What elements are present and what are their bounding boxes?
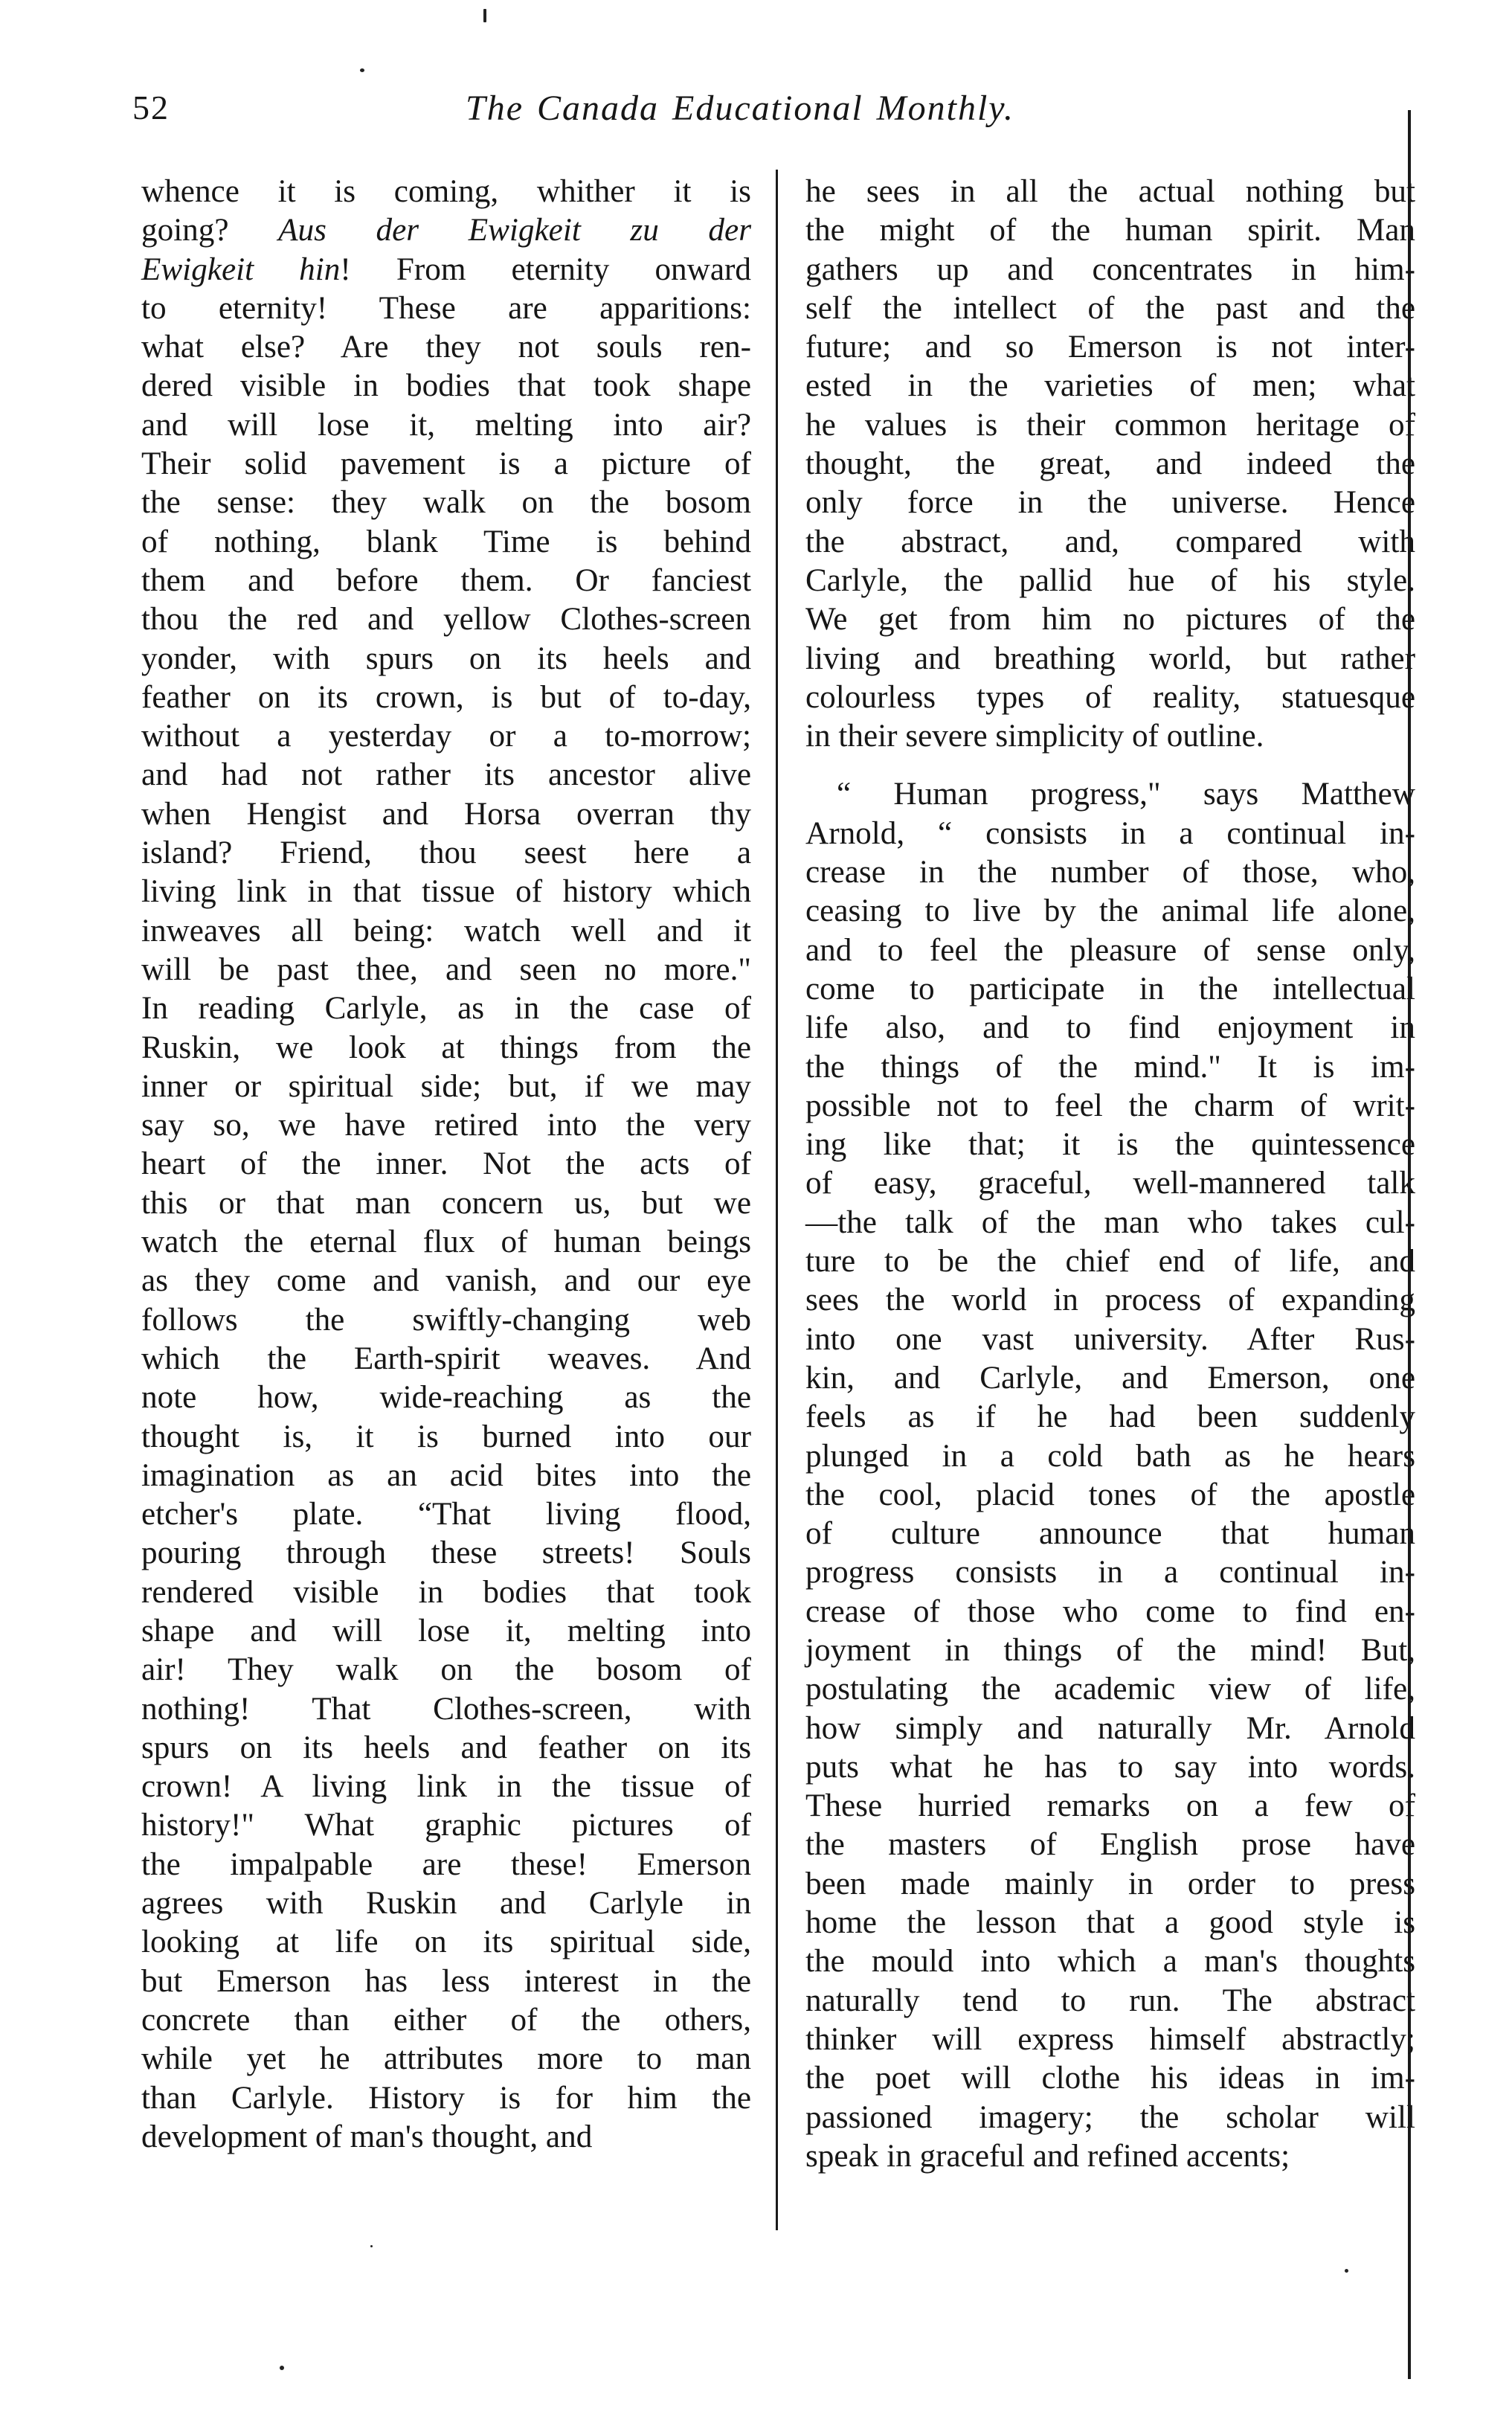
text-line: Carlyle, the pallid hue of his style. [805, 562, 1415, 598]
text-line: future; and so Emerson is not inter- [805, 330, 1415, 365]
text-line: but Emerson has less interest in the [141, 1963, 751, 1999]
text-line: joyment in things of the mind! But, [805, 1632, 1415, 1668]
text-line: than Carlyle. History is for him the [141, 2080, 751, 2116]
text-line: into one vast university. After Rus- [805, 1321, 1415, 1357]
text-line: shape and will lose it, melting into [141, 1613, 751, 1649]
text-line: he values is their common heritage of [805, 407, 1415, 443]
text-line: air! They walk on the bosom of [141, 1652, 751, 1688]
text-line: them and before them. Or fanciest [141, 562, 751, 598]
text-line: passioned imagery; the scholar will [805, 2099, 1415, 2135]
text-line: without a yesterday or a to-morrow; [141, 719, 751, 754]
text-line: come to participate in the intellectual [805, 971, 1415, 1007]
left-column [141, 173, 751, 2157]
text-line: speak in graceful and refined accents; [805, 2138, 1290, 2174]
text-line: gathers up and concentrates in him- [805, 251, 1415, 287]
text-line: as they come and vanish, and our eye [141, 1263, 751, 1299]
text-line: heart of the inner. Not the acts of [141, 1146, 751, 1182]
text-line: Their solid pavement is a picture of [141, 446, 751, 482]
text-line: —the talk of the man who takes cul- [805, 1204, 1415, 1240]
text-line: of culture announce that human [805, 1516, 1415, 1552]
text-line: We get from him no pictures of the [805, 602, 1415, 638]
text-line: pouring through these streets! Souls [141, 1535, 751, 1571]
text-line: ture to be the chief end of life, and [805, 1244, 1415, 1280]
italic-phrase: Aus der Ewigkeit zu der [278, 213, 752, 248]
text-line: of easy, graceful, well-mannered talk [805, 1166, 1415, 1201]
text-line: plunged in a cold bath as he hears [805, 1438, 1415, 1474]
text-line: he sees in all the actual nothing but [805, 174, 1415, 209]
text-line: when Hengist and Horsa overran thy [141, 796, 751, 832]
text-line: history!" What graphic pictures of [141, 1808, 751, 1843]
text-line: possible not to feel the charm of writ- [805, 1088, 1415, 1123]
text-line: postulating the academic view of life, [805, 1672, 1415, 1707]
text-line: crease of those who come to find en- [805, 1593, 1415, 1629]
text-line: island? Friend, thou seest here a [141, 835, 751, 871]
text-line: the things of the mind." It is im- [805, 1049, 1415, 1085]
text-line: thought is, it is burned into our [141, 1419, 751, 1454]
text-line: what else? Are they not souls ren- [141, 330, 751, 365]
text-line: the might of the human spirit. Man [805, 213, 1415, 248]
text-line: sees the world in process of expanding [805, 1283, 1415, 1318]
print-speck [483, 9, 486, 22]
text-line: only force in the universe. Hence [805, 485, 1415, 521]
italic-phrase: Ewigkeit hin [141, 251, 341, 287]
text-line: home the lesson that a good style is [805, 1905, 1415, 1941]
print-speck [370, 2245, 373, 2247]
text-line: the cool, placid tones of the apostle [805, 1477, 1415, 1512]
text-line: imagination as an acid bites into the [141, 1457, 751, 1493]
text-line: the poet will clothe his ideas in im- [805, 2061, 1415, 2096]
text-line: concrete than either of the others, [141, 2002, 751, 2038]
text-line: whence it is coming, whither it is [141, 174, 751, 209]
text-line: puts what he has to say into words. [805, 1749, 1415, 1785]
print-speck [280, 2366, 284, 2370]
print-speck [360, 68, 364, 72]
column-divider [776, 170, 778, 2230]
text-line: say so, we have retired into the very [141, 1108, 751, 1143]
text-line: and had not rather its ancestor alive [141, 757, 751, 793]
text-line: inner or spiritual side; but, if we may [141, 1068, 751, 1104]
text-line: ested in the varieties of men; what [805, 368, 1415, 404]
text-line: thou the red and yellow Clothes-screen [141, 602, 751, 638]
text-line: the sense: they walk on the bosom [141, 485, 751, 521]
text-line: of nothing, blank Time is behind [141, 524, 751, 559]
text-line: colourless types of reality, statuesque [805, 679, 1415, 715]
text-line: nothing! That Clothes-screen, with [141, 1691, 751, 1727]
text-line: feather on its crown, is but of to-day, [141, 679, 751, 715]
running-header [132, 88, 1397, 140]
text-line: In reading Carlyle, as in the case of [141, 991, 751, 1027]
text-line: etcher's plate. “That living flood, [141, 1497, 751, 1532]
text-line: “ Human progress," says Matthew [837, 777, 1415, 812]
text-line: spurs on its heels and feather on its [141, 1730, 751, 1765]
running-title: The Canada Educational Monthly. [466, 89, 1014, 128]
text-line: follows the swiftly-changing web [141, 1302, 751, 1338]
text-line: watch the eternal flux of human beings [141, 1224, 751, 1260]
text-line: Ewigkeit hin! From eternity onward [141, 251, 751, 287]
text-line: how simply and naturally Mr. Arnold [805, 1710, 1415, 1746]
text-line: life also, and to find enjoyment in [805, 1010, 1415, 1046]
text-line: which the Earth-spirit weaves. And [141, 1341, 751, 1376]
text-line: thinker will express himself abstractly; [805, 2021, 1415, 2057]
text-line: the abstract, and, compared with [805, 524, 1415, 559]
text-line: Arnold, “ consists in a continual in- [805, 815, 1415, 851]
text-line: in their severe simplicity of outline. [805, 719, 1264, 754]
text-line: inweaves all being: watch well and it [141, 913, 751, 948]
text-line: crease in the number of those, who, [805, 855, 1415, 890]
text-line: dered visible in bodies that took shape [141, 368, 751, 404]
text-line: crown! A living link in the tissue of [141, 1769, 751, 1805]
text-line: feels as if he had been suddenly [805, 1399, 1415, 1435]
text-line: living and breathing world, but rather [805, 641, 1415, 676]
text-line: yonder, with spurs on its heels and [141, 641, 751, 676]
text-line: the mould into which a man's thoughts [805, 1944, 1415, 1980]
text-line: ceasing to live by the animal life alone, [805, 893, 1415, 929]
text-line: self the intellect of the past and the [805, 290, 1415, 326]
text-line: living link in that tissue of history which [141, 874, 751, 910]
text-line: the masters of English prose have [805, 1827, 1415, 1863]
text-line: rendered visible in bodies that took [141, 1574, 751, 1610]
text-line: the impalpable are these! Emerson [141, 1846, 751, 1882]
text-line: ing like that; it is the quintessence [805, 1127, 1415, 1163]
text-line: to eternity! These are apparitions: [141, 290, 751, 326]
right-column [805, 173, 1415, 2176]
text-line: These hurried remarks on a few of [805, 1788, 1415, 1824]
text-line: thought, the great, and indeed the [805, 446, 1415, 482]
text-line: agrees with Ruskin and Carlyle in [141, 1886, 751, 1922]
text-line: going? Aus der Ewigkeit zu der [141, 213, 752, 248]
text-line: been made mainly in order to press [805, 1866, 1415, 1901]
text-line: will be past thee, and seen no more." [141, 951, 751, 987]
text-line: kin, and Carlyle, and Emerson, one [805, 1360, 1415, 1396]
text-line: this or that man concern us, but we [141, 1185, 751, 1221]
print-speck [1345, 2269, 1348, 2273]
text-line: and will lose it, melting into air? [141, 407, 751, 443]
text-line: and to feel the pleasure of sense only, [805, 932, 1415, 968]
text-line: progress consists in a continual in- [805, 1555, 1415, 1590]
text-line: while yet he attributes more to man [141, 2041, 751, 2077]
text-line: naturally tend to run. The abstract [805, 1983, 1415, 2018]
text-line: Ruskin, we look at things from the [141, 1030, 751, 1065]
text-line: looking at life on its spiritual side, [141, 1925, 751, 1960]
page-number: 52 [132, 89, 170, 126]
text-line: note how, wide-reaching as the [141, 1380, 751, 1416]
text-line: development of man's thought, and [141, 2119, 593, 2154]
